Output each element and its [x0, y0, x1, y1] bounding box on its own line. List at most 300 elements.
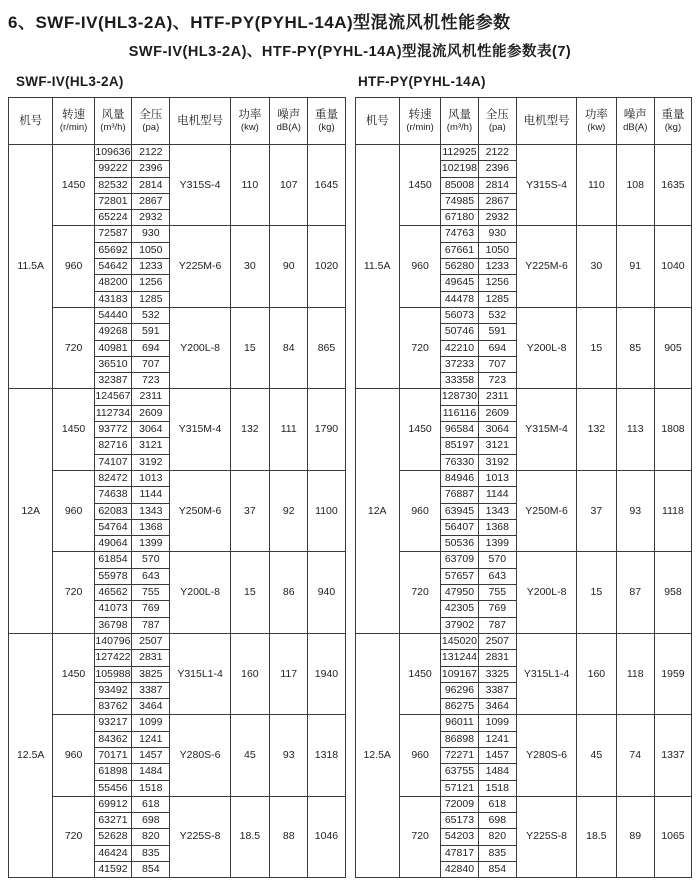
pressure-cell: 1144: [478, 487, 516, 503]
column-header-unit: (kg): [318, 122, 335, 134]
pressure-cell: 3064: [478, 422, 516, 438]
power-cell: 18.5: [230, 796, 269, 877]
pressure-cell: 2814: [478, 177, 516, 193]
pressure-cell: 698: [478, 813, 516, 829]
table-row: [9, 389, 346, 405]
weight-cell: 865: [308, 307, 345, 388]
pressure-cell: 532: [132, 307, 170, 323]
flow-cell: 49645: [441, 275, 478, 291]
column-header-3: [478, 98, 516, 145]
pressure-cell: 2396: [132, 161, 170, 177]
flow-cell: 61898: [94, 764, 131, 780]
flow-cell: 74107: [94, 454, 131, 470]
pressure-cell: 723: [478, 373, 516, 389]
weight-cell: 1020: [308, 226, 345, 307]
pressure-cell: 854: [478, 862, 516, 878]
power-cell: 37: [577, 470, 616, 551]
column-header-unit: (m³/h): [100, 122, 126, 134]
rpm-cell: 960: [399, 226, 440, 307]
flow-cell: 76330: [441, 454, 478, 470]
weight-cell: 1635: [654, 145, 691, 226]
flow-cell: 82472: [94, 470, 131, 486]
pressure-cell: 2867: [132, 193, 170, 209]
flow-cell: 55456: [94, 780, 131, 796]
pressure-cell: 2122: [478, 145, 516, 161]
flow-cell: 33358: [441, 373, 478, 389]
power-cell: 15: [230, 307, 269, 388]
pressure-cell: 3464: [132, 699, 170, 715]
flow-cell: 84946: [441, 470, 478, 486]
rpm-cell: 960: [53, 470, 94, 551]
column-header-unit: (r/min): [406, 122, 434, 134]
power-cell: 110: [577, 145, 616, 226]
weight-cell: 1040: [654, 226, 691, 307]
flow-cell: 54764: [94, 519, 131, 535]
motor-cell: Y315S-4: [170, 145, 230, 226]
pressure-cell: 1099: [478, 715, 516, 731]
pressure-cell: 3387: [132, 682, 170, 698]
pressure-cell: 1343: [132, 503, 170, 519]
column-header-label: 重量: [661, 108, 685, 121]
pressure-cell: 787: [132, 617, 170, 633]
size-cell: 11.5A: [355, 145, 399, 389]
table-row: [9, 796, 346, 812]
column-header-label: 电机型号: [177, 114, 224, 127]
pressure-cell: 1518: [132, 780, 170, 796]
weight-cell: 958: [654, 552, 691, 633]
flow-cell: 99222: [94, 161, 131, 177]
flow-cell: 72009: [441, 796, 478, 812]
pressure-cell: 1518: [478, 780, 516, 796]
rpm-cell: 720: [399, 796, 440, 877]
weight-cell: 1808: [654, 389, 691, 470]
motor-cell: Y200L-8: [516, 552, 576, 633]
flow-cell: 140796: [94, 633, 131, 649]
table-row: [355, 307, 692, 323]
flow-cell: 41592: [94, 862, 131, 878]
pressure-cell: 3064: [132, 422, 170, 438]
flow-cell: 49064: [94, 536, 131, 552]
noise-cell: 88: [270, 796, 308, 877]
pressure-cell: 3387: [478, 682, 516, 698]
rpm-cell: 1450: [53, 145, 94, 226]
pressure-cell: 1368: [478, 519, 516, 535]
pressure-cell: 2311: [132, 389, 170, 405]
pressure-cell: 2122: [132, 145, 170, 161]
size-cell: 12A: [9, 389, 53, 633]
table-row: [9, 633, 346, 649]
rpm-cell: 1450: [399, 633, 440, 714]
pressure-cell: 1256: [478, 275, 516, 291]
column-header-unit: (pa): [142, 122, 160, 134]
flow-cell: 65173: [441, 813, 478, 829]
pressure-cell: 3825: [132, 666, 170, 682]
column-header-0: [9, 98, 53, 145]
flow-cell: 67661: [441, 242, 478, 258]
flow-cell: 36798: [94, 617, 131, 633]
flow-cell: 41073: [94, 601, 131, 617]
power-cell: 15: [577, 552, 616, 633]
rpm-cell: 720: [399, 307, 440, 388]
power-cell: 45: [230, 715, 269, 796]
column-header-label: 重量: [314, 108, 338, 121]
pressure-cell: 1484: [132, 764, 170, 780]
flow-cell: 42210: [441, 340, 478, 356]
pressure-cell: 3121: [478, 438, 516, 454]
pressure-cell: 2507: [478, 633, 516, 649]
rpm-cell: 720: [53, 307, 94, 388]
column-header-4: [516, 98, 576, 145]
pressure-cell: 3192: [478, 454, 516, 470]
weight-cell: 1959: [654, 633, 691, 714]
rpm-cell: 1450: [399, 389, 440, 470]
flow-cell: 56280: [441, 259, 478, 275]
flow-cell: 56407: [441, 519, 478, 535]
weight-cell: 1645: [308, 145, 345, 226]
pressure-cell: 723: [132, 373, 170, 389]
power-cell: 15: [230, 552, 269, 633]
flow-cell: 55978: [94, 568, 131, 584]
pressure-cell: 755: [478, 585, 516, 601]
table-row: [9, 226, 346, 242]
flow-cell: 46562: [94, 585, 131, 601]
pressure-cell: 1013: [132, 470, 170, 486]
column-header-2: [441, 98, 478, 145]
flow-cell: 72271: [441, 747, 478, 763]
column-header-7: [654, 98, 691, 145]
motor-cell: Y280S-6: [170, 715, 230, 796]
motor-cell: Y225M-6: [516, 226, 576, 307]
flow-cell: 61854: [94, 552, 131, 568]
pressure-cell: 2609: [478, 405, 516, 421]
column-header-1: [399, 98, 440, 145]
pressure-cell: 1457: [132, 747, 170, 763]
pressure-cell: 3325: [478, 666, 516, 682]
power-cell: 160: [230, 633, 269, 714]
pressure-cell: 2831: [478, 650, 516, 666]
pressure-cell: 1285: [478, 291, 516, 307]
column-header-label: 全压: [485, 108, 509, 121]
column-header-label: 全压: [139, 108, 163, 121]
flow-cell: 52628: [94, 829, 131, 845]
flow-cell: 82716: [94, 438, 131, 454]
flow-cell: 65692: [94, 242, 131, 258]
table-row: [355, 226, 692, 242]
flow-cell: 76887: [441, 487, 478, 503]
weight-cell: 940: [308, 552, 345, 633]
noise-cell: 91: [616, 226, 654, 307]
swf-table-wrap: [8, 97, 346, 878]
pressure-cell: 707: [478, 356, 516, 372]
right-table-label: HTF-PY(PYHL-14A): [358, 74, 486, 89]
noise-cell: 93: [616, 470, 654, 551]
rpm-cell: 1450: [399, 145, 440, 226]
weight-cell: 905: [654, 307, 691, 388]
flow-cell: 32387: [94, 373, 131, 389]
rpm-cell: 1450: [53, 633, 94, 714]
pressure-cell: 1099: [132, 715, 170, 731]
rpm-cell: 960: [53, 226, 94, 307]
pressure-cell: 3192: [132, 454, 170, 470]
left-table-label: SWF-IV(HL3-2A): [16, 74, 124, 89]
pressure-cell: 707: [132, 356, 170, 372]
motor-cell: Y200L-8: [170, 307, 230, 388]
flow-cell: 54440: [94, 307, 131, 323]
noise-cell: 92: [270, 470, 308, 551]
flow-cell: 43183: [94, 291, 131, 307]
pressure-cell: 1241: [478, 731, 516, 747]
flow-cell: 131244: [441, 650, 478, 666]
flow-cell: 54642: [94, 259, 131, 275]
pressure-cell: 2932: [478, 210, 516, 226]
pressure-cell: 694: [132, 340, 170, 356]
power-cell: 45: [577, 715, 616, 796]
column-header-6: [270, 98, 308, 145]
weight-cell: 1065: [654, 796, 691, 877]
pressure-cell: 591: [132, 324, 170, 340]
motor-cell: Y200L-8: [170, 552, 230, 633]
flow-cell: 74985: [441, 193, 478, 209]
flow-cell: 56073: [441, 307, 478, 323]
column-header-label: 功率: [238, 108, 262, 121]
pressure-cell: 1457: [478, 747, 516, 763]
rpm-cell: 960: [399, 715, 440, 796]
table-row: [355, 715, 692, 731]
flow-cell: 96296: [441, 682, 478, 698]
flow-cell: 74763: [441, 226, 478, 242]
flow-cell: 65224: [94, 210, 131, 226]
noise-cell: 93: [270, 715, 308, 796]
weight-cell: 1940: [308, 633, 345, 714]
flow-cell: 63709: [441, 552, 478, 568]
pressure-cell: 570: [132, 552, 170, 568]
pressure-cell: 2609: [132, 405, 170, 421]
noise-cell: 111: [270, 389, 308, 470]
flow-cell: 93492: [94, 682, 131, 698]
table-row: [355, 552, 692, 568]
column-header-label: 转速: [62, 108, 86, 121]
noise-cell: 84: [270, 307, 308, 388]
pressure-cell: 1233: [132, 259, 170, 275]
noise-cell: 117: [270, 633, 308, 714]
rpm-cell: 1450: [53, 389, 94, 470]
rpm-cell: 720: [399, 552, 440, 633]
flow-cell: 74638: [94, 487, 131, 503]
weight-cell: 1790: [308, 389, 345, 470]
column-header-3: [132, 98, 170, 145]
flow-cell: 42305: [441, 601, 478, 617]
page-subtitle: SWF-IV(HL3-2A)、HTF-PY(PYHL-14A)型混流风机性能参数表(7): [128, 44, 572, 60]
column-header-label: 机号: [19, 114, 43, 127]
column-header-label: 电机型号: [523, 114, 570, 127]
column-header-6: [616, 98, 654, 145]
flow-cell: 85008: [441, 177, 478, 193]
power-cell: 18.5: [577, 796, 616, 877]
htf-table-wrap: [355, 97, 693, 878]
noise-cell: 87: [616, 552, 654, 633]
table-row: [9, 552, 346, 568]
table-row: [9, 470, 346, 486]
column-header-label: 噪声: [623, 108, 647, 121]
table-row: [355, 796, 692, 812]
pressure-cell: 591: [478, 324, 516, 340]
flow-cell: 109636: [94, 145, 131, 161]
flow-cell: 72801: [94, 193, 131, 209]
column-header-unit: (r/min): [59, 122, 88, 134]
noise-cell: 74: [616, 715, 654, 796]
flow-cell: 54203: [441, 829, 478, 845]
column-header-7: [308, 98, 345, 145]
pressure-cell: 1013: [478, 470, 516, 486]
pressure-cell: 1144: [132, 487, 170, 503]
pressure-cell: 2396: [478, 161, 516, 177]
flow-cell: 112925: [441, 145, 478, 161]
flow-cell: 83762: [94, 699, 131, 715]
flow-cell: 36510: [94, 356, 131, 372]
pressure-cell: 769: [132, 601, 170, 617]
motor-cell: Y250M-6: [516, 470, 576, 551]
flow-cell: 128730: [441, 389, 478, 405]
pressure-cell: 930: [478, 226, 516, 242]
power-cell: 37: [230, 470, 269, 551]
flow-cell: 57657: [441, 568, 478, 584]
pressure-cell: 1368: [132, 519, 170, 535]
column-header-2: [94, 98, 131, 145]
rpm-cell: 720: [53, 796, 94, 877]
column-header-unit: (m³/h): [446, 122, 473, 134]
pressure-cell: 1050: [478, 242, 516, 258]
pressure-cell: 835: [132, 845, 170, 861]
power-cell: 110: [230, 145, 269, 226]
flow-cell: 44478: [441, 291, 478, 307]
column-header-label: 功率: [584, 108, 608, 121]
flow-cell: 63755: [441, 764, 478, 780]
flow-cell: 49268: [94, 324, 131, 340]
noise-cell: 118: [616, 633, 654, 714]
htf-performance-table: [355, 97, 693, 878]
size-cell: 12.5A: [355, 633, 399, 877]
motor-cell: Y200L-8: [516, 307, 576, 388]
power-cell: 132: [577, 389, 616, 470]
pressure-cell: 2311: [478, 389, 516, 405]
pressure-cell: 1256: [132, 275, 170, 291]
pressure-cell: 618: [478, 796, 516, 812]
motor-cell: Y315L1-4: [516, 633, 576, 714]
pressure-cell: 3121: [132, 438, 170, 454]
noise-cell: 113: [616, 389, 654, 470]
table-row: [355, 633, 692, 649]
column-header-1: [53, 98, 94, 145]
pressure-cell: 1484: [478, 764, 516, 780]
flow-cell: 127422: [94, 650, 131, 666]
table-labels-row: [8, 73, 692, 91]
flow-cell: 96584: [441, 422, 478, 438]
flow-cell: 50746: [441, 324, 478, 340]
flow-cell: 47817: [441, 845, 478, 861]
pressure-cell: 1343: [478, 503, 516, 519]
flow-cell: 62083: [94, 503, 131, 519]
pressure-cell: 698: [132, 813, 170, 829]
size-cell: 11.5A: [9, 145, 53, 389]
motor-cell: Y225S-8: [170, 796, 230, 877]
pressure-cell: 1399: [478, 536, 516, 552]
flow-cell: 145020: [441, 633, 478, 649]
power-cell: 132: [230, 389, 269, 470]
column-header-label: 转速: [408, 108, 432, 121]
noise-cell: 107: [270, 145, 308, 226]
pressure-cell: 820: [478, 829, 516, 845]
column-header-5: [577, 98, 616, 145]
motor-cell: Y315M-4: [516, 389, 576, 470]
flow-cell: 63945: [441, 503, 478, 519]
table-row: [9, 715, 346, 731]
size-cell: 12A: [355, 389, 399, 633]
flow-cell: 124567: [94, 389, 131, 405]
flow-cell: 93772: [94, 422, 131, 438]
column-header-5: [230, 98, 269, 145]
pressure-cell: 787: [478, 617, 516, 633]
flow-cell: 46424: [94, 845, 131, 861]
flow-cell: 112734: [94, 405, 131, 421]
pressure-cell: 2814: [132, 177, 170, 193]
noise-cell: 85: [616, 307, 654, 388]
power-cell: 30: [230, 226, 269, 307]
flow-cell: 102198: [441, 161, 478, 177]
power-cell: 15: [577, 307, 616, 388]
noise-cell: 108: [616, 145, 654, 226]
weight-cell: 1046: [308, 796, 345, 877]
column-header-unit: (kw): [587, 122, 606, 134]
motor-cell: Y315L1-4: [170, 633, 230, 714]
column-header-0: [355, 98, 399, 145]
column-header-4: [170, 98, 230, 145]
power-cell: 160: [577, 633, 616, 714]
pressure-cell: 755: [132, 585, 170, 601]
column-header-unit: (kw): [240, 122, 259, 134]
column-header-label: 风量: [447, 108, 471, 121]
flow-cell: 37233: [441, 356, 478, 372]
motor-cell: Y315M-4: [170, 389, 230, 470]
pressure-cell: 854: [132, 862, 170, 878]
pressure-cell: 835: [478, 845, 516, 861]
flow-cell: 105988: [94, 666, 131, 682]
table-row: [9, 145, 346, 161]
pressure-cell: 1233: [478, 259, 516, 275]
pressure-cell: 2507: [132, 633, 170, 649]
weight-cell: 1337: [654, 715, 691, 796]
column-header-label: 机号: [365, 114, 389, 127]
pressure-cell: 1285: [132, 291, 170, 307]
noise-cell: 89: [616, 796, 654, 877]
motor-cell: Y315S-4: [516, 145, 576, 226]
pressure-cell: 570: [478, 552, 516, 568]
flow-cell: 50536: [441, 536, 478, 552]
flow-cell: 69912: [94, 796, 131, 812]
rpm-cell: 960: [53, 715, 94, 796]
power-cell: 30: [577, 226, 616, 307]
column-header-unit: (kg): [664, 122, 682, 134]
motor-cell: Y225S-8: [516, 796, 576, 877]
noise-cell: 90: [270, 226, 308, 307]
rpm-cell: 960: [399, 470, 440, 551]
pressure-cell: 1399: [132, 536, 170, 552]
column-header-unit: (pa): [488, 122, 506, 134]
weight-cell: 1100: [308, 470, 345, 551]
flow-cell: 96011: [441, 715, 478, 731]
flow-cell: 37902: [441, 617, 478, 633]
flow-cell: 86275: [441, 699, 478, 715]
column-header-label: 噪声: [277, 108, 301, 121]
